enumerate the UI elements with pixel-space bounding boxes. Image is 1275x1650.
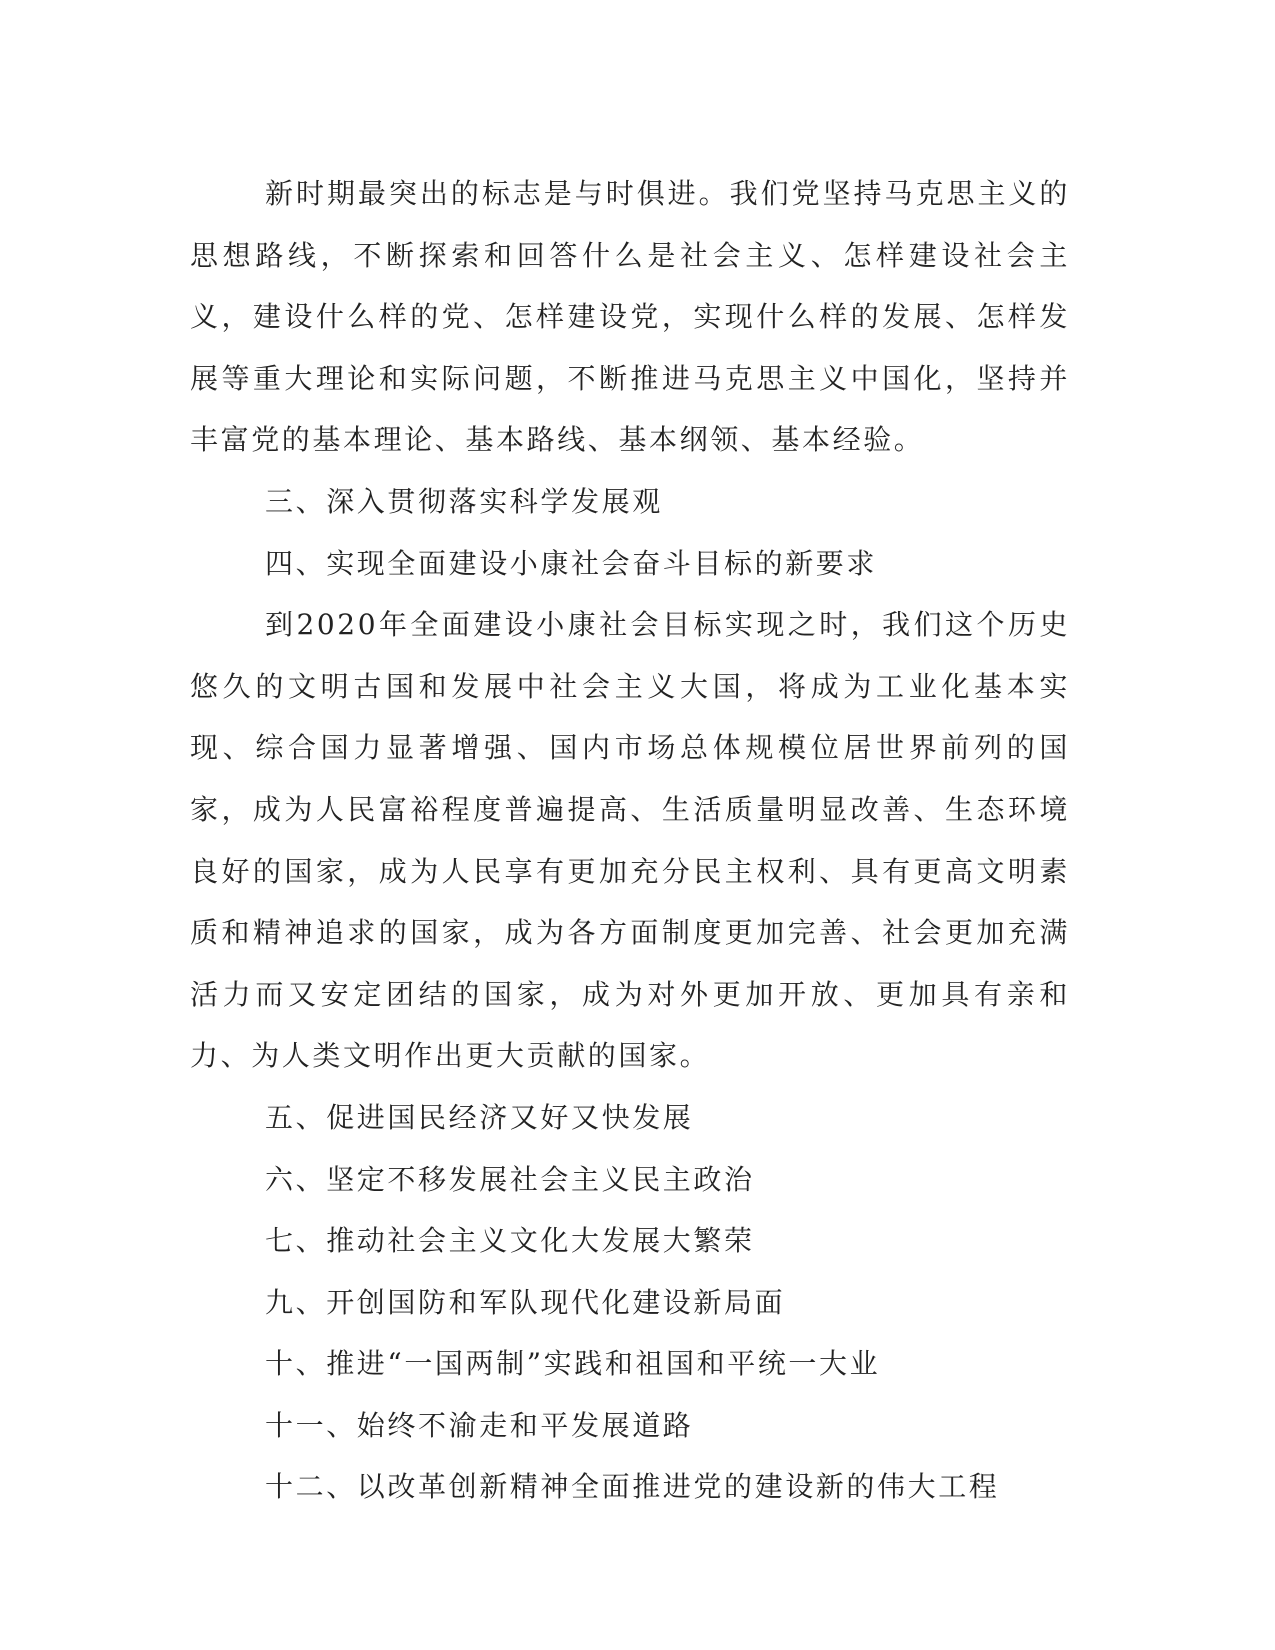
heading-reunification: 十、推进“一国两制”实践和祖国和平统一大业 (265, 1347, 881, 1381)
heading-peaceful-development: 十一、始终不渝走和平发展道路 (265, 1408, 694, 1442)
paragraph-2020-goals: 到2020年全面建设小康社会目标实现之时，我们这个历史悠久的文明古国和发展中社会主义大国，将成为工业化基本实现、综合国力显著增强、国内市场总体规模位居世界前列的国家，成为人民富裕程度普遍提高、生活质量明显改善、生态环境良好的国家，成为人民享有更加充分民主权利、具有更高文明素质和精神追求的国家，成为各方面制度更加完善、社会更加充满活力而又安定团结的国家，成为对外更加开放、更加具有亲和力、为人类文明作出更大贡献的国家。 (190, 608, 1070, 1073)
heading-xiaokang-requirements: 四、实现全面建设小康社会奋斗目标的新要求 (265, 546, 878, 580)
heading-economy: 五、促进国民经济又好又快发展 (265, 1100, 694, 1134)
heading-scientific-outlook: 三、深入贯彻落实科学发展观 (265, 484, 663, 518)
heading-party-building: 十二、以改革创新精神全面推进党的建设新的伟大工程 (265, 1470, 1000, 1504)
document-body (190, 163, 1070, 1518)
heading-culture: 七、推动社会主义文化大发展大繁荣 (265, 1224, 755, 1258)
heading-defense: 九、开创国防和军队现代化建设新局面 (265, 1285, 786, 1319)
paragraph-era-characteristics: 新时期最突出的标志是与时俱进。我们党坚持马克思主义的思想路线，不断探索和回答什么是社会主义、怎样建设社会主义，建设什么样的党、怎样建设党，实现什么样的发展、怎样发展等重大理论和实际问题，不断推进马克思主义中国化，坚持并丰富党的基本理论、基本路线、基本纲领、基本经验。 (190, 177, 1070, 457)
heading-democracy: 六、坚定不移发展社会主义民主政治 (265, 1162, 755, 1196)
